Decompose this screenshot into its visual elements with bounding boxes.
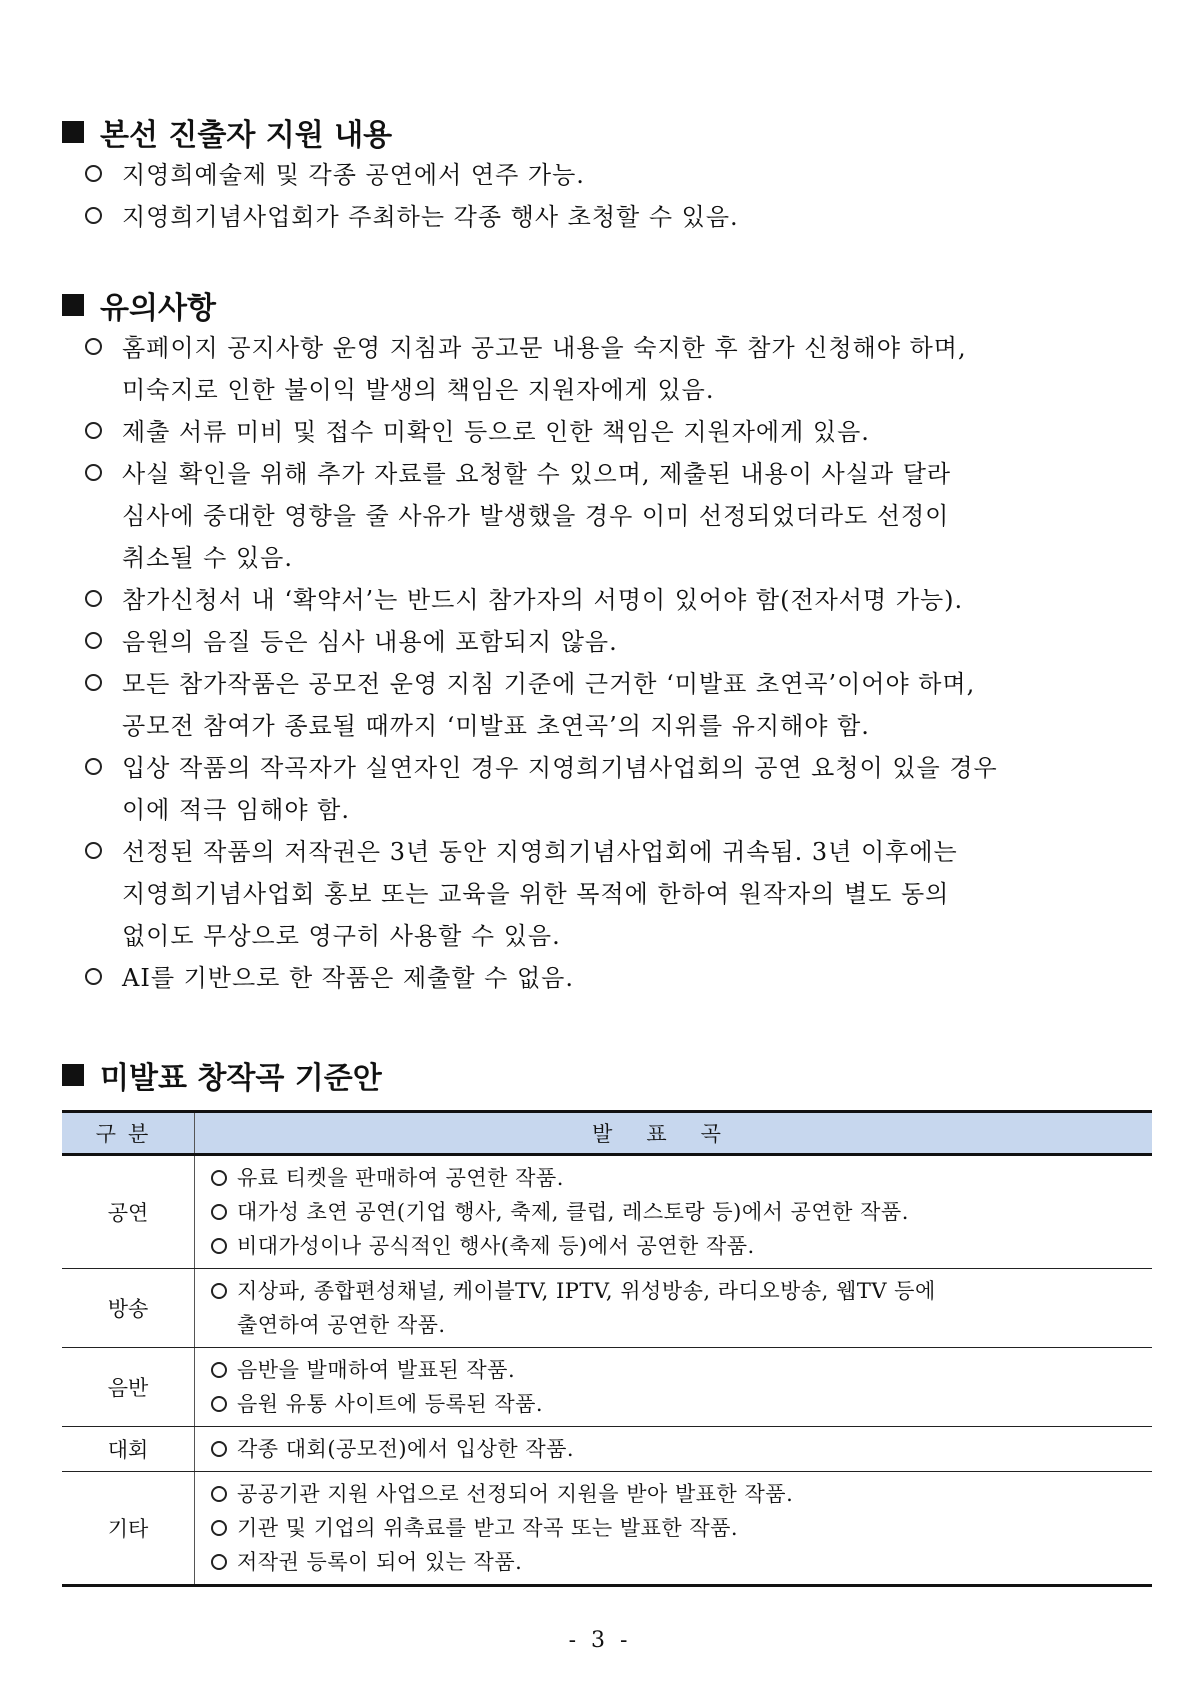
circle-bullet-icon (85, 842, 102, 859)
section-heading-text: 본선 진출자 지원 내용 (100, 118, 393, 153)
section-heading (60, 110, 1150, 154)
item-text: 지영희기념사업회가 주최하는 각종 행사 초청할 수 있음. (122, 203, 739, 231)
item-text: 지상파, 종합편성채널, 케이블TV, IPTV, 위성방송, 라디오방송, 웹TV 등에 (237, 1279, 936, 1303)
section-heading (60, 283, 1150, 327)
circle-bullet-icon (85, 165, 102, 182)
item-text: AI를 기반으로 한 작품은 제출할 수 없음. (122, 964, 574, 992)
item-text: 사실 확인을 위해 추가 자료를 요청할 수 있으며, 제출된 내용이 사실과 달라 (122, 460, 952, 488)
circle-bullet-icon (85, 632, 102, 649)
circle-bullet-icon (211, 1283, 227, 1299)
notes-list (60, 327, 1150, 999)
list-item (60, 579, 1150, 621)
circle-bullet-icon (211, 1238, 227, 1254)
circle-bullet-icon (211, 1204, 227, 1220)
item-text: 지영희기념사업회 홍보 또는 교육을 위한 목적에 한하여 원작자의 별도 동의 (122, 880, 950, 908)
section-heading-text: 미발표 창작곡 기준안 (100, 1061, 382, 1096)
item-text: 취소될 수 있음. (122, 544, 293, 572)
list-item (207, 1353, 1152, 1387)
circle-bullet-icon (85, 338, 102, 355)
description-cell (195, 1269, 1153, 1348)
item-text: 입상 작품의 작곡자가 실연자인 경우 지영희기념사업회의 공연 요청이 있을 경우 (122, 754, 998, 782)
circle-bullet-icon (85, 968, 102, 985)
header-published: 발표곡 (195, 1112, 1153, 1155)
header-category: 구분 (62, 1112, 195, 1155)
description-cell (195, 1155, 1153, 1269)
support-list (60, 154, 1150, 238)
circle-bullet-icon (211, 1554, 227, 1570)
circle-bullet-icon (211, 1170, 227, 1186)
circle-bullet-icon (85, 590, 102, 607)
circle-bullet-icon (85, 422, 102, 439)
circle-bullet-icon (211, 1362, 227, 1378)
list-item (60, 327, 1150, 411)
item-text: 대가성 초연 공연(기업 행사, 축제, 클럽, 레스토랑 등)에서 공연한 작품. (237, 1200, 909, 1224)
list-item (60, 621, 1150, 663)
item-text: 음반을 발매하여 발표된 작품. (237, 1358, 516, 1382)
item-text: 참가신청서 내 ‘확약서’는 반드시 참가자의 서명이 있어야 함(전자서명 가능). (122, 586, 964, 614)
list-item (60, 663, 1150, 747)
list-item (207, 1161, 1152, 1195)
table-row (62, 1472, 1152, 1586)
description-cell (195, 1472, 1153, 1586)
list-item (60, 957, 1150, 999)
list-item (207, 1229, 1152, 1263)
list-item (207, 1195, 1152, 1229)
black-square-icon (62, 1064, 84, 1086)
category-cell: 기타 (62, 1472, 195, 1586)
circle-bullet-icon (211, 1520, 227, 1536)
section-heading-text: 유의사항 (100, 291, 216, 326)
list-item (207, 1274, 1152, 1342)
item-text: 유료 티켓을 판매하여 공연한 작품. (237, 1166, 564, 1190)
item-text: 없이도 무상으로 영구히 사용할 수 있음. (122, 922, 561, 950)
circle-bullet-icon (211, 1486, 227, 1502)
list-item (207, 1545, 1152, 1579)
list-item (60, 411, 1150, 453)
circle-bullet-icon (85, 674, 102, 691)
category-cell: 음반 (62, 1348, 195, 1427)
section-criteria (60, 1053, 1150, 1097)
list-item (207, 1477, 1152, 1511)
black-square-icon (62, 121, 84, 143)
section-notes (60, 283, 1150, 999)
list-item (207, 1511, 1152, 1545)
item-text: 공모전 참여가 종료될 때까지 ‘미발표 초연곡’의 지위를 유지해야 함. (122, 712, 870, 740)
category-cell: 대회 (62, 1427, 195, 1472)
list-item (60, 453, 1150, 579)
criteria-table (62, 1110, 1152, 1587)
table-header-row (62, 1112, 1152, 1155)
circle-bullet-icon (85, 207, 102, 224)
item-text: 기관 및 기업의 위촉료를 받고 작곡 또는 발표한 작품. (237, 1516, 739, 1540)
item-text: 모든 참가작품은 공모전 운영 지침 기준에 근거한 ‘미발표 초연곡’이어야 하며, (122, 670, 976, 698)
item-text: 미숙지로 인한 불이익 발생의 책임은 지원자에게 있음. (122, 376, 715, 404)
item-text: 홈페이지 공지사항 운영 지침과 공고문 내용을 숙지한 후 참가 신청해야 하며, (122, 334, 967, 362)
item-text: 출연하여 공연한 작품. (237, 1313, 446, 1337)
table-row (62, 1348, 1152, 1427)
circle-bullet-icon (85, 464, 102, 481)
list-item (207, 1387, 1152, 1421)
table-row (62, 1269, 1152, 1348)
circle-bullet-icon (211, 1441, 227, 1457)
page-number: - 3 - (568, 1628, 632, 1653)
category-cell: 공연 (62, 1155, 195, 1269)
item-text: 제출 서류 미비 및 접수 미확인 등으로 인한 책임은 지원자에게 있음. (122, 418, 870, 446)
item-text: 각종 대회(공모전)에서 입상한 작품. (237, 1437, 575, 1461)
table-row (62, 1427, 1152, 1472)
item-text: 선정된 작품의 저작권은 3년 동안 지영희기념사업회에 귀속됨. 3년 이후에는 (122, 838, 958, 866)
item-text: 음원 유통 사이트에 등록된 작품. (237, 1392, 544, 1416)
list-item (60, 747, 1150, 831)
section-support (60, 110, 1150, 238)
category-cell: 방송 (62, 1269, 195, 1348)
black-square-icon (62, 294, 84, 316)
list-item (207, 1432, 1152, 1466)
item-text: 이에 적극 임해야 함. (122, 796, 350, 824)
list-item (60, 154, 1150, 196)
description-cell (195, 1427, 1153, 1472)
item-text: 심사에 중대한 영향을 줄 사유가 발생했을 경우 이미 선정되었더라도 선정이 (122, 502, 950, 530)
table-row (62, 1155, 1152, 1269)
item-text: 지영희예술제 및 각종 공연에서 연주 가능. (122, 161, 585, 189)
item-text: 저작권 등록이 되어 있는 작품. (237, 1550, 523, 1574)
item-text: 음원의 음질 등은 심사 내용에 포함되지 않음. (122, 628, 618, 656)
section-heading (60, 1053, 1150, 1097)
list-item (60, 831, 1150, 957)
item-text: 비대가성이나 공식적인 행사(축제 등)에서 공연한 작품. (237, 1234, 755, 1258)
circle-bullet-icon (211, 1396, 227, 1412)
circle-bullet-icon (85, 758, 102, 775)
description-cell (195, 1348, 1153, 1427)
item-text: 공공기관 지원 사업으로 선정되어 지원을 받아 발표한 작품. (237, 1482, 794, 1506)
list-item (60, 196, 1150, 238)
